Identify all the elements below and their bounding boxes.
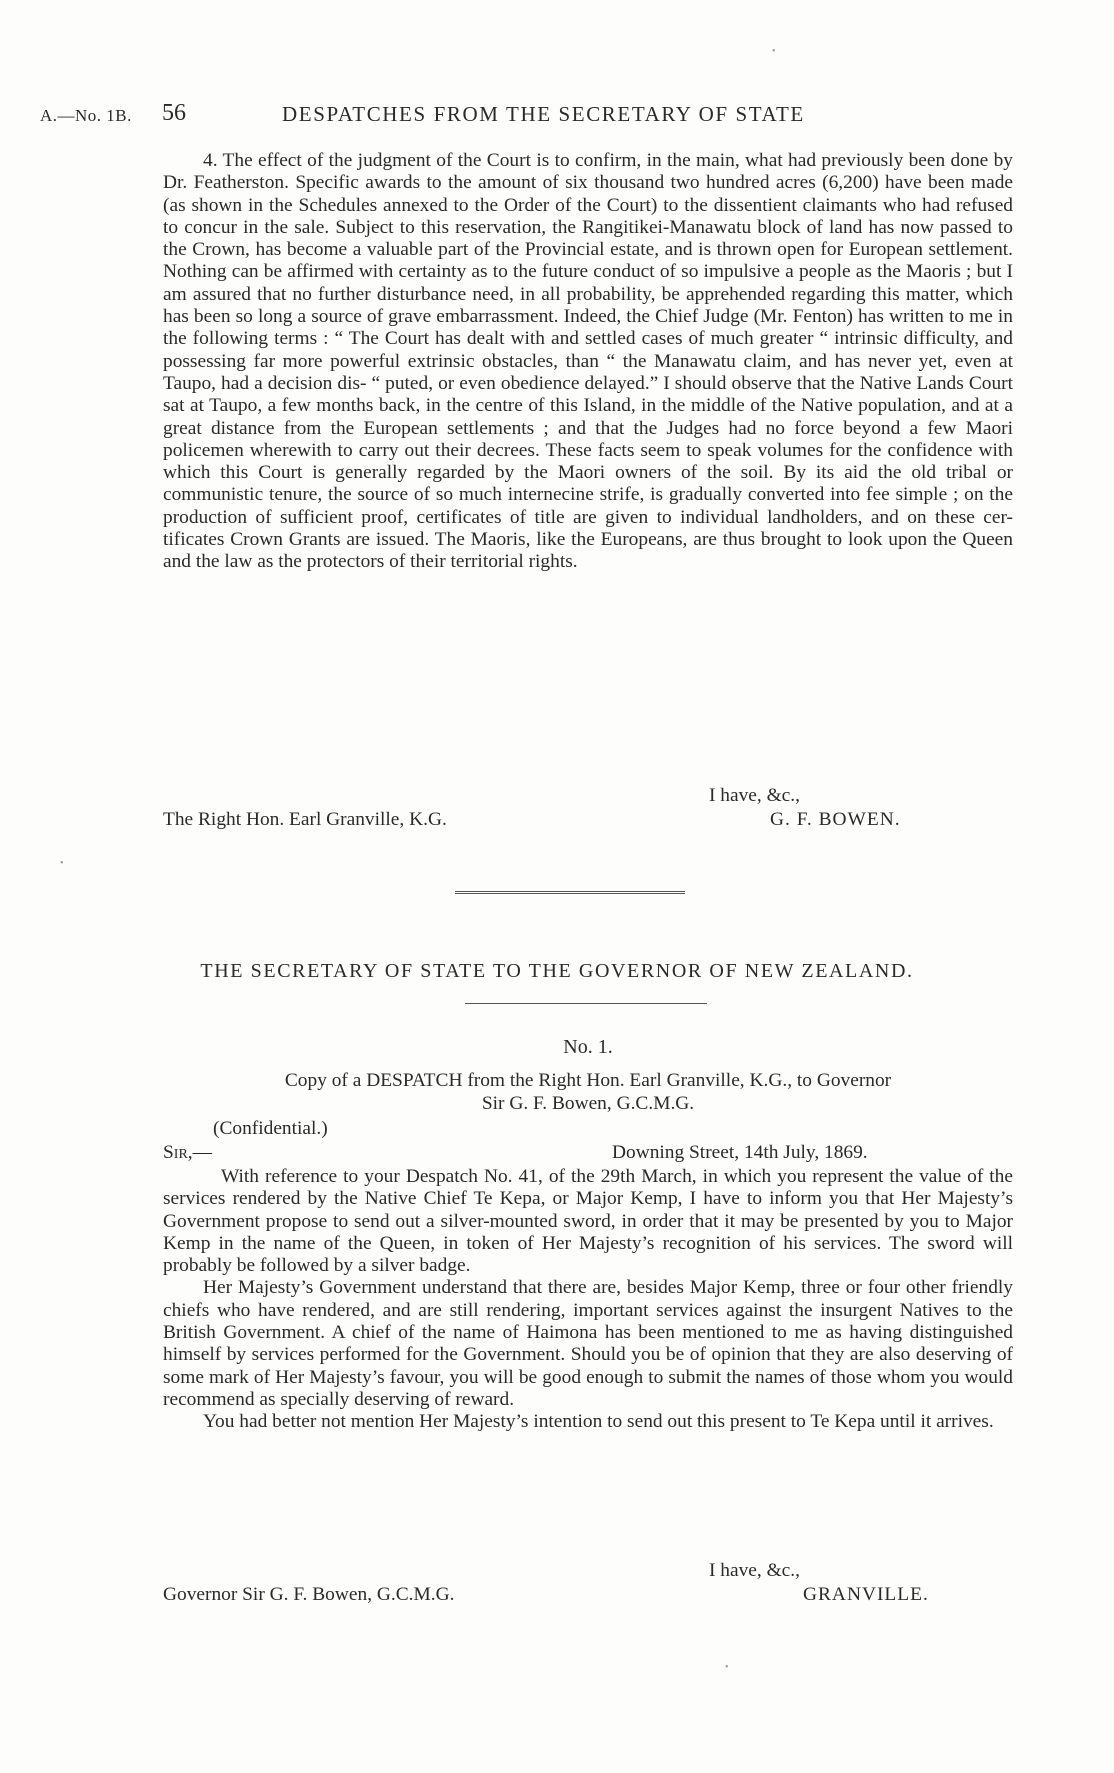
running-title: DESPATCHES FROM THE SECRETARY OF STATE (282, 102, 805, 126)
speck-mark: • (725, 1662, 729, 1673)
place-date: Downing Street, 14th July, 1869. (612, 1142, 868, 1163)
page-number: 56 (162, 100, 186, 126)
paragraph: With reference to your Despatch No. 41, of the 29th March, in which you represent the value of the services rendered by the Native Chief Te Kepa, or Major Kemp, I have to inform you that Her Majesty’s Government propose to send out a silver-mounted sword, in order that it may be presented by you to Major Kemp in the name of the Queen, in token of Her Majesty’s recognition of his services. The sword will probably be followed by a silver badge. (163, 1166, 1013, 1277)
confidential-label: (Confidential.) (213, 1118, 328, 1139)
signature-block (163, 785, 1013, 835)
addressee: The Right Hon. Earl Granville, K.G. (163, 809, 447, 830)
running-head (40, 100, 1040, 136)
speck-mark: • (60, 858, 64, 869)
speck-mark: • (772, 46, 776, 57)
closing-phrase: I have, &c., (709, 1560, 800, 1581)
paragraph: Her Majesty’s Government understand that there are, besides Major Kemp, three or four other friendly chiefs who have rendered, and are still rendering, important services against the insurgent Natives to the British Government. A chief of the name of Haimona has been mentioned to me as having distinguished himself by services performed for the Government. Should you be of opinion that they are also deserving of some mark of Her Majesty’s favour, you will be good enough to submit the names of those whom you would recommend as specially deserving of reward. (163, 1277, 1013, 1410)
section-heading: THE SECRETARY OF STATE TO THE GOVERNOR OF NEW ZEALAND. (200, 960, 914, 982)
despatch-body (163, 150, 1013, 574)
signature-block (163, 1560, 1013, 1610)
section-divider (455, 891, 685, 894)
addressee: Governor Sir G. F. Bowen, G.C.M.G. (163, 1584, 455, 1605)
copy-line-2: Sir G. F. Bowen, G.C.M.G. (481, 1093, 695, 1114)
paragraph-4: 4. The effect of the judgment of the Court is to confirm, in the main, what had previously been done by Dr. Featherston. Specific awards to the amount of six thousand two hundred acres (6,200) have been made (as shown in the Schedules annexed to the Order of the Court) to the dissentient claimants who had refused to concur in the sale. Subject to this reservation, the Rangitikei-Manawatu block of land has now passed to the Crown, has become a valuable part of the Provincial estate, and is thrown open for European settlement. Nothing can be affirmed with certainty as to the future conduct of so impulsive a people as the Maoris ; but I am assured that no further disturbance need, in all probability, be apprehended regarding this matter, which has been so long a source of grave embarrassment. Indeed, the Chief Judge (Mr. Fenton) has written to me in the following terms : “ The Court has dealt with and settled cases of much greater “ intrinsic difficulty, and possessing far more powerful extrinsic obstacles, than “ the Manawatu claim, and has never yet, even at Taupo, had a decision dis- “ puted, or even obedience delayed.” I should observe that the Native Lands Court sat at Taupo, a few months back, in the centre of this Island, in the middle of the Native population, and at a great distance from the European settlements ; and that the Judges had no force beyond a few Maori policemen wherewith to carry out their decrees. These facts seem to speak volumes for the confidence with which this Court is generally regarded by the Maori owners of the soil. By its aid the old tribal or communistic tenure, the source of so much internecine strife, is gradually converted into fee simple ; on the production of sufficient proof, certificates of title are given to individual landholders, and on these cer- tificates Crown Grants are issued. The Maoris, like the Europeans, are thus brought to look upon the Queen and the law as the protectors of their territorial rights. (163, 150, 1013, 573)
despatch-number: No. 1. (563, 1036, 613, 1058)
despatch-body (163, 1166, 1013, 1434)
signature: G. F. BOWEN. (770, 809, 901, 830)
paragraph: You had better not mention Her Majesty’s intention to send out this present to Te Kepa until it arrives. (203, 1411, 994, 1433)
closing-phrase: I have, &c., (709, 785, 800, 806)
despatch-meta (163, 1118, 1013, 1166)
signature: GRANVILLE. (803, 1584, 929, 1605)
salutation: Sir,— (163, 1142, 213, 1163)
document-reference: A.—No. 1B. (40, 106, 132, 125)
heading-rule (465, 1003, 707, 1004)
copy-line-1: Copy of a DESPATCH from the Right Hon. Earl Granville, K.G., to Governor (284, 1070, 892, 1091)
